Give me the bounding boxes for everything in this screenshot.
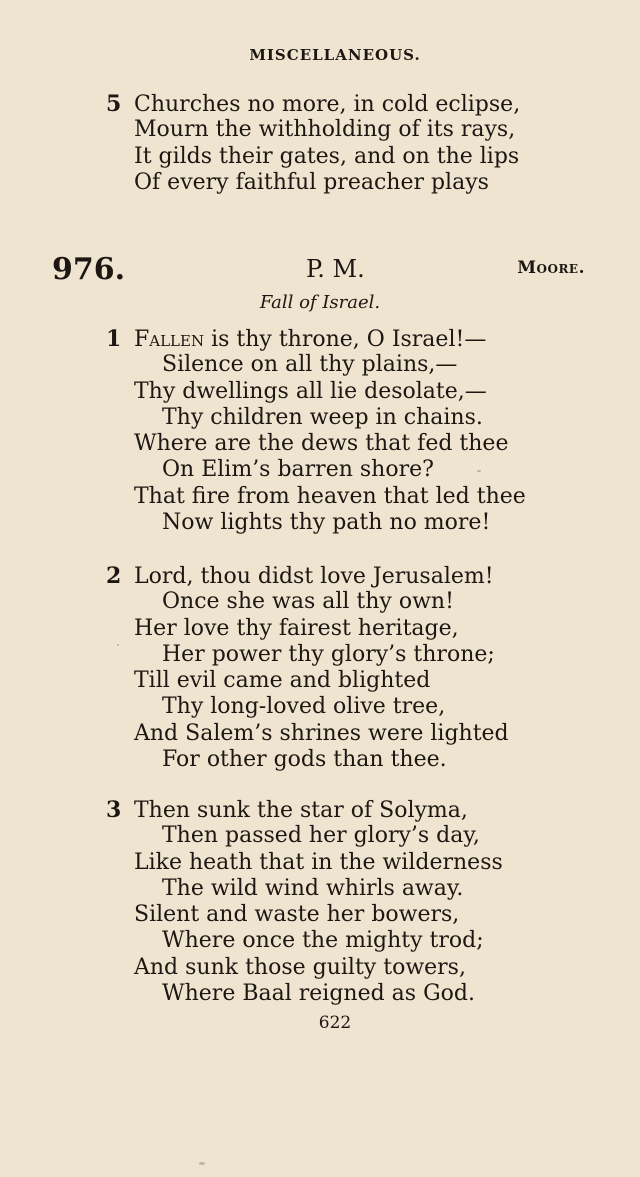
opening-word: Fallen: [134, 327, 205, 352]
verse-line: Her love thy fairest heritage,: [134, 615, 459, 641]
verse-line: Mourn the withholding of its rays,: [134, 117, 516, 143]
verse-line: Where once the mighty trod;: [162, 928, 484, 954]
verse-line: Silent and waste her bowers,: [134, 902, 460, 928]
verse-line: Then passed her glory’s day,: [162, 823, 480, 849]
verse-line: 5 Churches no more, in cold eclipse,: [106, 91, 521, 117]
stanza-number: 1: [106, 326, 122, 352]
hymn-meter: P. M.: [306, 255, 365, 283]
hymn-header: [52, 252, 585, 286]
paper-speck: [199, 1162, 205, 1165]
paper-speck: [117, 644, 119, 646]
stanza-number: 3: [106, 797, 122, 823]
verse-line: It gilds their gates, and on the lips: [134, 143, 520, 169]
verse-line: Where are the dews that fed thee: [134, 431, 509, 457]
stanza-number: 2: [106, 563, 122, 589]
running-head: MISCELLANEOUS.: [249, 46, 421, 64]
stanza-3: [106, 797, 503, 1007]
verse-line: Her power thy glory’s throne;: [162, 641, 495, 667]
paper-speck: [477, 470, 481, 472]
verse-line: Thy dwellings all lie desolate,—: [134, 378, 487, 404]
verse-line: That fire from heaven that led thee: [134, 483, 526, 509]
page-number: 622: [318, 1013, 352, 1033]
verse-line: Silence on all thy plains,—: [162, 352, 458, 378]
verse-line: Like heath that in the wilderness: [134, 849, 503, 875]
prev-hymn-stanza-5: [106, 91, 520, 196]
verse-line: And sunk those guilty towers,: [134, 954, 466, 980]
verse-line: And Salem’s shrines were lighted: [134, 720, 509, 746]
hymn-author: Moore.: [517, 258, 585, 278]
verse-line: 1 Fallen is thy throne, O Israel!—: [106, 326, 487, 352]
stanza-number: 5: [106, 91, 122, 117]
verse-line: For other gods than thee.: [162, 747, 447, 773]
verse-line: Now lights thy path no more!: [162, 510, 491, 536]
verse-line: On Elim’s barren shore?: [162, 457, 434, 483]
verse-line: Thy long-loved olive tree,: [162, 694, 446, 720]
stanza-1: [106, 326, 526, 536]
verse-line: The wild wind whirls away.: [162, 875, 464, 901]
hymn-number: 976.: [52, 252, 126, 287]
verse-line: 2 Lord, thou didst love Jerusalem!: [106, 563, 494, 589]
verse-line: Thy children weep in chains.: [162, 404, 483, 430]
verse-line: 3 Then sunk the star of Solyma,: [106, 797, 468, 823]
verse-line: Where Baal reigned as God.: [162, 981, 475, 1007]
verse-line: Of every faithful preacher plays: [134, 169, 489, 195]
verse-line: Till evil came and blighted: [134, 668, 431, 694]
stanza-2: [106, 563, 509, 773]
verse-line: Once she was all thy own!: [162, 589, 454, 615]
hymn-title: Fall of Israel.: [259, 292, 381, 313]
